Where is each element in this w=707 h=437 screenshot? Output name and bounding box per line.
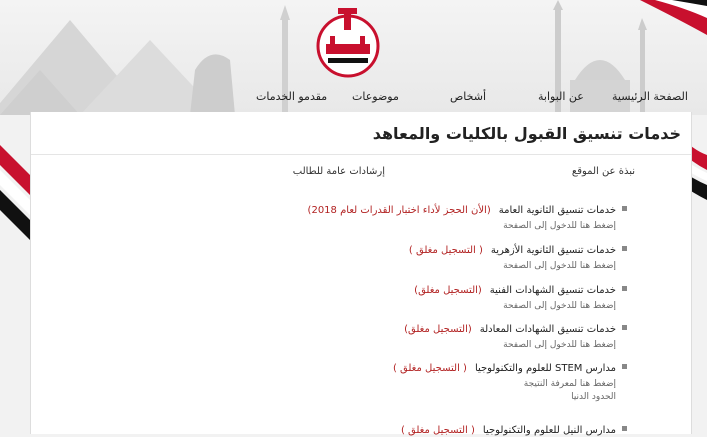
service-status: ( التسجيل مغلق ) xyxy=(400,425,475,436)
service-status: (الأن الحجز لأداء اختبار القدرات لعام 2018) xyxy=(307,205,491,216)
service-item xyxy=(401,418,627,437)
service-item xyxy=(308,198,627,231)
student-guidance-link[interactable]: إرشادات عامة للطالب xyxy=(292,166,385,177)
service-status: (التسجيل مغلق) xyxy=(414,285,482,296)
title-divider xyxy=(31,154,691,155)
flag-stripe-left xyxy=(0,115,30,434)
portal-logo xyxy=(314,6,382,80)
bullet-icon xyxy=(622,325,627,330)
bullet-icon xyxy=(622,246,627,251)
nav-service-providers[interactable]: مقدمو الخدمات xyxy=(256,90,328,103)
bullet-icon xyxy=(622,364,627,369)
service-item xyxy=(409,238,627,271)
service-title[interactable]: خدمات تنسيق الشهادات الفنية xyxy=(489,285,616,296)
nav-home[interactable]: الصفحة الرئيسية xyxy=(612,90,688,103)
site-header xyxy=(0,0,707,115)
service-status: ( التسجيل مغلق ) xyxy=(392,363,467,374)
service-title[interactable]: مدارس STEM للعلوم والتكنولوجيا xyxy=(474,363,616,374)
service-min-limits-text: الحدود الدنيا xyxy=(571,392,616,402)
service-item xyxy=(414,278,627,311)
service-item xyxy=(393,356,627,402)
service-title[interactable]: خدمات تنسيق الشهادات المعادلة xyxy=(479,324,616,335)
service-item xyxy=(404,317,627,350)
bullet-icon xyxy=(622,206,627,211)
service-enter-link[interactable]: إضغط هنا للدخول إلى الصفحة xyxy=(503,261,616,271)
service-enter-link[interactable]: إضغط هنا للدخول إلى الصفحة xyxy=(503,301,616,311)
service-status: ( التسجيل مغلق ) xyxy=(408,245,483,256)
service-enter-link[interactable]: إضغط هنا للدخول إلى الصفحة xyxy=(503,340,616,350)
content-panel xyxy=(30,112,692,434)
nav-people[interactable]: أشخاص xyxy=(450,90,487,103)
about-site-link[interactable]: نبذة عن الموقع xyxy=(571,166,635,177)
page-title: خدمات تنسيق القبول بالكليات والمعاهد xyxy=(372,124,681,143)
bullet-icon xyxy=(622,426,627,431)
nav-about-portal[interactable]: عن البوابة xyxy=(538,90,584,103)
service-title[interactable]: مدارس النيل للعلوم والتكنولوجيا xyxy=(482,425,616,436)
nav-topics[interactable]: موضوعات xyxy=(352,90,399,103)
service-title[interactable]: خدمات تنسيق الثانوية الأزهرية xyxy=(490,245,616,256)
service-title[interactable]: خدمات تنسيق الثانوية العامة xyxy=(498,205,616,216)
service-enter-link[interactable]: إضغط هنا للدخول إلى الصفحة xyxy=(503,221,616,231)
main-nav xyxy=(0,86,707,110)
bullet-icon xyxy=(622,286,627,291)
service-result-link[interactable]: إضغط هنا لمعرفة النتيجة xyxy=(523,379,616,389)
service-status: (التسجيل مغلق) xyxy=(404,324,472,335)
